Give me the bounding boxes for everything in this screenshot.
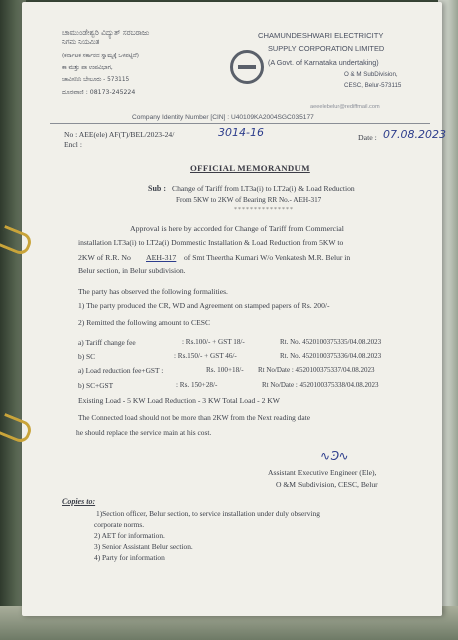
header-kannada-line2: ನಿಗಮ ನಿಯಮಿತ bbox=[62, 38, 100, 46]
para1-line4: Belur section, in Belur subdivision. bbox=[78, 266, 186, 275]
header-kannada-line4: ಕಾ ಮತ್ತು ಪಾ ಉಪವಿಭಾಗ, bbox=[62, 65, 113, 71]
para1-line2: installation LT3a(i) to LT2a(i) Dommestic Installation & Load Reduction from 5KW to bbox=[78, 238, 344, 247]
header-phone: ದೂರವಾಣಿ : 08173-245224 bbox=[62, 89, 136, 96]
ref-number-handwritten: 3014-16 bbox=[218, 126, 264, 139]
copies-item-4: 4) Party for information bbox=[94, 553, 165, 562]
fee-row-receipt: Rt No/Date : 4520100375337/04.08.2023 bbox=[258, 366, 375, 374]
load-summary: Existing Load - 5 KW Load Reduction - 3 KW Total Load - 2 KW bbox=[78, 396, 280, 405]
header-email: aeeelebelur@rediffmail.com bbox=[310, 104, 380, 110]
company-cin: Company Identity Number [CIN] : U40109KA2004SGC035177 bbox=[132, 114, 314, 121]
fee-row-receipt: Rt. No. 4520100375335/04.08.2023 bbox=[280, 338, 382, 346]
para1-line3-end: of Smt Theertha Kumari W/o Venkatesh M.R. Belur in bbox=[184, 253, 351, 262]
fee-row-receipt: Rt No/Date : 4520100375338/04.08.2023 bbox=[262, 381, 379, 389]
formality-item-2: 2) Remitted the following amount to CESC bbox=[78, 318, 211, 327]
fee-row-label: a) Load reduction fee+GST : bbox=[78, 366, 164, 375]
fee-row-amount: : Rs. 150+28/- bbox=[176, 381, 218, 389]
subject-label: Sub : bbox=[148, 184, 167, 193]
para1-line3-start: 2KW of R.R. No bbox=[78, 253, 131, 262]
para1-line1: Approval is here by accorded for Change of Tariff from Commercial bbox=[130, 224, 344, 233]
fee-row-amount: : Rs.100/- + GST 18/- bbox=[182, 338, 245, 346]
formalities-line: The party has observed the following formalities. bbox=[78, 287, 228, 296]
memo-title: OFFICIAL MEMORANDUM bbox=[190, 163, 310, 173]
fee-row-label: b) SC bbox=[78, 352, 96, 361]
header-divider bbox=[50, 123, 430, 124]
subject-line1: Change of Tariff from LT3a(i) to LT2a(i) & Load Reduction bbox=[172, 184, 355, 193]
fee-row-receipt: Rt. No. 4520100375336/04.08.2023 bbox=[280, 352, 382, 360]
cesc-logo-icon bbox=[230, 50, 264, 84]
signature-scribble-icon: ∿Ͽ∿ bbox=[320, 449, 349, 463]
header-kannada-line5: ಚಾವಿಸನಿನಿ ಬೇಲೂರು - 573115 bbox=[62, 77, 130, 83]
formality-item-1: 1) The party produced the CR, WD and Agreement on stamped papers of Rs. 200/- bbox=[78, 301, 330, 310]
signature-line1: Assistant Executive Engineer (Ele), bbox=[268, 468, 377, 477]
signature-line2: O &M Subdivision, CESC, Belur bbox=[276, 480, 378, 489]
header-org-line3: (A Govt. of Karnataka undertaking) bbox=[268, 58, 379, 67]
header-kannada-line1: ಚಾಮುಂಡೇಶ್ವರಿ ವಿದ್ಯುತ್ ಸರಬರಾಜು bbox=[62, 28, 150, 37]
header-org-line2: SUPPLY CORPORATION LIMITED bbox=[268, 44, 385, 53]
copies-item-3: 3) Senior Assistant Belur section. bbox=[94, 542, 193, 551]
note-service-main: he should replace the service main at his cost. bbox=[76, 428, 212, 437]
memo-page bbox=[22, 2, 446, 616]
header-org-line5: CESC, Belur-573115 bbox=[344, 82, 402, 89]
date-handwritten: 07.08.2023 bbox=[383, 128, 446, 141]
header-org-line4: O & M SubDivision, bbox=[344, 71, 398, 78]
subject-line2: From 5KW to 2KW of Bearing RR No.- AEH-317 bbox=[176, 196, 322, 204]
fee-row-label: b) SC+GST bbox=[78, 381, 114, 390]
fee-row-amount: Rs. 100+18/- bbox=[206, 366, 244, 374]
ref-number-label: No : AEE(ele) AF(T)/BEL/2023-24/ bbox=[64, 130, 175, 139]
copies-item-1-cont: corporate norms. bbox=[94, 520, 145, 529]
date-label: Date : bbox=[358, 133, 377, 142]
para1-rr-number: AEH-317 bbox=[146, 253, 177, 262]
copies-item-1: 1)Section officer, Belur section, to service installation under duly observing bbox=[96, 509, 320, 518]
fee-row-amount: : Rs.150/- + GST 46/- bbox=[174, 352, 237, 360]
header-org-line1: CHAMUNDESHWARI ELECTRICITY bbox=[258, 31, 384, 40]
enclosure-label: Encl : bbox=[64, 140, 82, 149]
note-connected-load: The Connected load should not be more than 2KW from the Next reading date bbox=[78, 413, 310, 422]
header-kannada-line3: (ಕರ್ನಾಟಕ ಸರ್ಕಾರದ ಸ್ವಾಮ್ಯಕ್ಕೆ ಒಳಪಟ್ಟಿದೆ) bbox=[62, 53, 139, 59]
subject-underline-stars: *************** bbox=[234, 207, 294, 213]
copies-item-2: 2) AET for information. bbox=[94, 531, 165, 540]
copies-label: Copies to: bbox=[62, 497, 96, 506]
fee-row-label: a) Tariff change fee bbox=[78, 338, 136, 347]
